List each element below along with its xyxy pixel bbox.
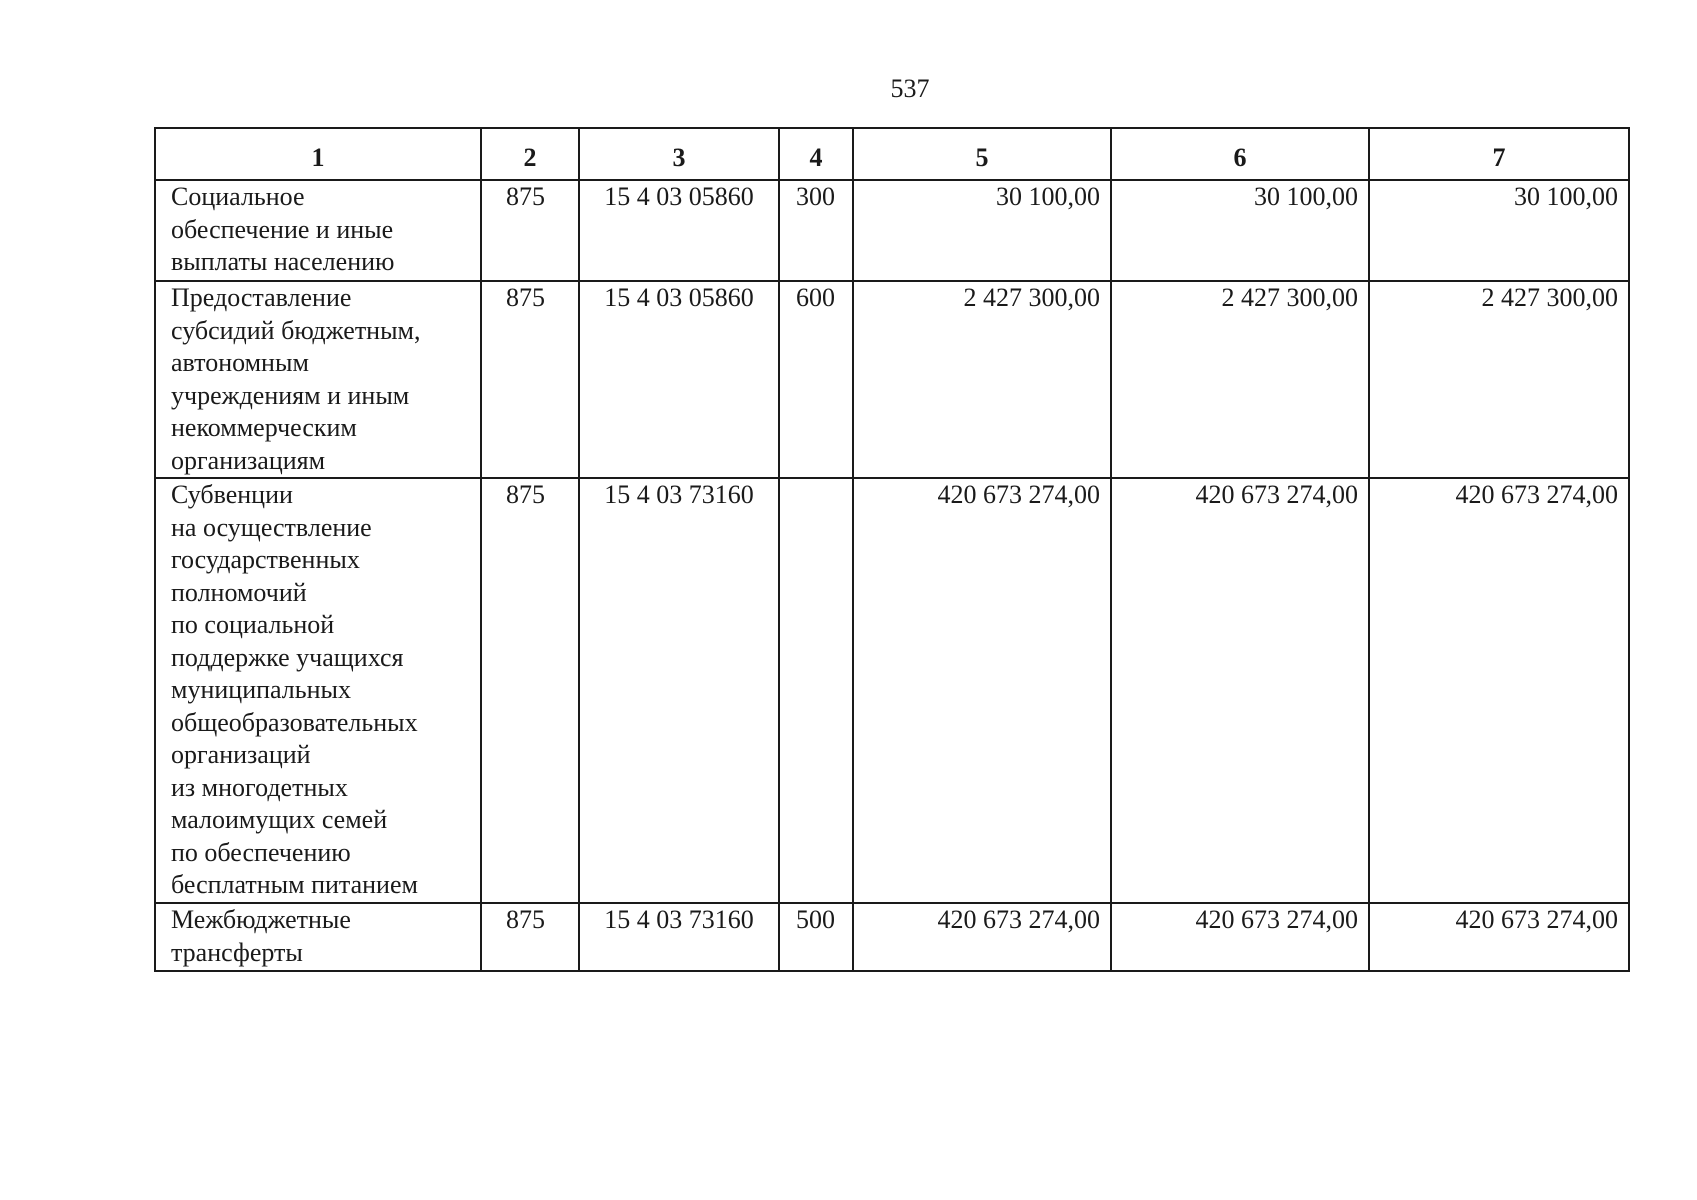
column-header-7: 7	[1369, 128, 1629, 180]
row-sum-7: 30 100,00	[1369, 180, 1629, 281]
row-sum-6: 2 427 300,00	[1111, 281, 1369, 478]
row-code: 875	[481, 180, 579, 281]
row-sum-5: 420 673 274,00	[853, 903, 1111, 971]
row-sum-5: 420 673 274,00	[853, 478, 1111, 903]
row-sum-7: 420 673 274,00	[1369, 478, 1629, 903]
column-header-5: 5	[853, 128, 1111, 180]
row-name: Социальное обеспечение и иные выплаты населению	[155, 180, 481, 281]
row-sum-5: 30 100,00	[853, 180, 1111, 281]
column-header-1: 1	[155, 128, 481, 180]
row-code: 875	[481, 903, 579, 971]
row-kcsr: 15 4 03 73160	[579, 478, 779, 903]
table-row	[155, 281, 1629, 478]
row-sum-6: 30 100,00	[1111, 180, 1369, 281]
row-sum-5: 2 427 300,00	[853, 281, 1111, 478]
column-header-4: 4	[779, 128, 853, 180]
table-header-row	[155, 128, 1629, 180]
row-sum-6: 420 673 274,00	[1111, 903, 1369, 971]
table-row	[155, 478, 1629, 903]
row-vr: 500	[779, 903, 853, 971]
column-header-2: 2	[481, 128, 579, 180]
row-code: 875	[481, 478, 579, 903]
row-sum-6: 420 673 274,00	[1111, 478, 1369, 903]
row-kcsr: 15 4 03 05860	[579, 180, 779, 281]
page-number: 537	[890, 74, 930, 103]
row-kcsr: 15 4 03 05860	[579, 281, 779, 478]
row-vr	[779, 478, 853, 903]
table-row	[155, 903, 1629, 971]
row-vr: 300	[779, 180, 853, 281]
row-vr: 600	[779, 281, 853, 478]
row-sum-7: 2 427 300,00	[1369, 281, 1629, 478]
row-code: 875	[481, 281, 579, 478]
row-name: Межбюджетные трансферты	[155, 903, 481, 971]
row-name: Предоставление субсидий бюджетным, автономным учреждениям и иным некоммерческим организациям	[155, 281, 481, 478]
row-name: Субвенции на осуществление государственных полномочий по социальной поддержке учащихся муниципальных общеобразовательных организаций из многодетных малоимущих семей по обеспечению бесплатным питанием	[155, 478, 481, 903]
row-sum-7: 420 673 274,00	[1369, 903, 1629, 971]
column-header-3: 3	[579, 128, 779, 180]
budget-table	[154, 127, 1630, 972]
table-row	[155, 180, 1629, 281]
row-kcsr: 15 4 03 73160	[579, 903, 779, 971]
column-header-6: 6	[1111, 128, 1369, 180]
